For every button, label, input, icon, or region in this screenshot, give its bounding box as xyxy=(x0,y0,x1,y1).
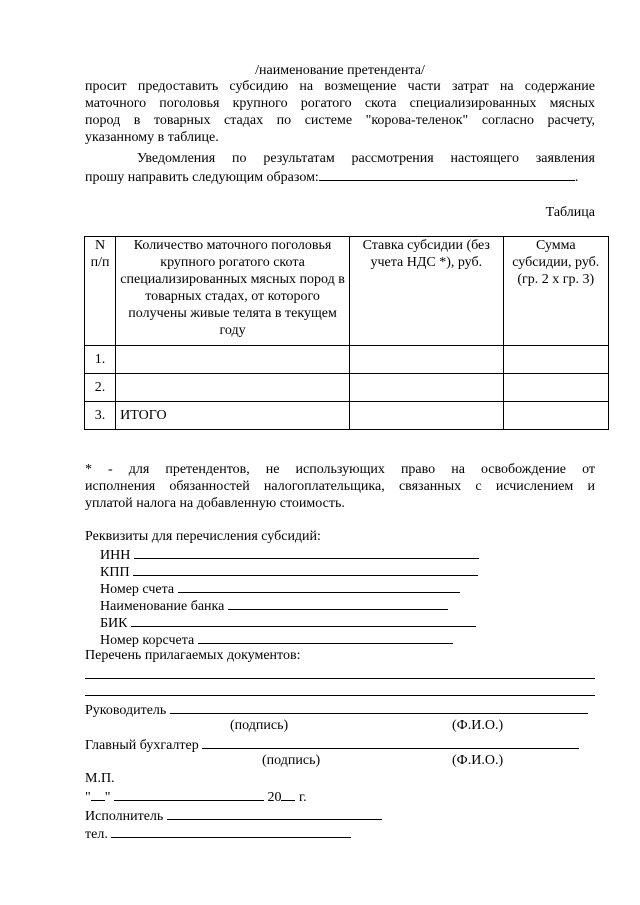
request-line-4: указанному в таблице. xyxy=(85,130,219,145)
documents-line-1[interactable] xyxy=(85,678,595,679)
documents-line-2[interactable] xyxy=(85,695,595,696)
table-row xyxy=(85,346,609,374)
table-header-row xyxy=(85,237,609,346)
row-quantity-cell[interactable] xyxy=(116,374,350,402)
footnote-line-1: * - для претендентов, не использующих право на освобождение от xyxy=(85,462,595,477)
kpp-field[interactable] xyxy=(133,562,478,576)
stamp-placeholder: М.П. xyxy=(85,771,115,786)
subsidy-table xyxy=(84,236,609,430)
corr-account-field[interactable] xyxy=(198,630,453,644)
requisite-kpp: КПП xyxy=(100,562,610,581)
accountant-signature-caption: (подпись) xyxy=(262,753,321,768)
row-sum-cell[interactable] xyxy=(503,346,608,374)
table-row-total xyxy=(85,402,609,430)
executor-row: Исполнитель xyxy=(85,806,595,825)
applicant-caption: /наименование претендента/ xyxy=(255,63,425,78)
head-signature-caption: (подпись) xyxy=(230,718,289,733)
requisite-bank: Наименование банка xyxy=(100,596,610,615)
requisite-inn: ИНН xyxy=(100,545,610,564)
accountant-signature-row: Главный бухгалтер xyxy=(85,735,595,754)
row-rate-cell[interactable] xyxy=(350,374,504,402)
head-signature-row: Руководитель xyxy=(85,700,595,719)
head-signature-field[interactable] xyxy=(170,700,588,714)
requisite-bik: БИК xyxy=(100,613,610,632)
inn-field[interactable] xyxy=(134,545,479,559)
executor-field[interactable] xyxy=(167,806,382,820)
header-number: N п/п xyxy=(85,237,116,346)
date-day-field[interactable] xyxy=(91,787,105,801)
bik-field[interactable] xyxy=(131,613,476,627)
row-rate-cell[interactable] xyxy=(350,346,504,374)
notice-line-1: Уведомления по результатам рассмотрения настоящего заявления xyxy=(137,151,595,166)
request-line-1: просит предоставить субсидию на возмещение части затрат на содержание xyxy=(85,79,595,94)
footnote-line-2: исполнения обязанностей налогоплательщика, связанных с исчислением и xyxy=(85,479,595,494)
request-line-2: маточного поголовья крупного рогатого скота специализированных мясных xyxy=(85,96,595,111)
documents-title: Перечень прилагаемых документов: xyxy=(85,648,301,663)
accountant-signature-field[interactable] xyxy=(202,735,579,749)
request-line-3: пород в товарных стадах по системе "корова-теленок" согласно расчету, xyxy=(85,113,595,128)
requisite-corr-account: Номер корсчета xyxy=(100,630,610,649)
row-number: 2. xyxy=(85,374,116,402)
date-row: " " 20 г. xyxy=(85,787,595,806)
header-quantity: Количество маточного поголовья крупного рогатого скота специализированных мясных пород в товарных стадах, от которого получены живые телята в текущем году xyxy=(116,237,350,346)
requisite-account: Номер счета xyxy=(100,579,610,598)
head-name-caption: (Ф.И.О.) xyxy=(452,718,504,733)
footnote-line-3: уплатой налога на добавленную стоимость. xyxy=(85,496,345,511)
phone-row: тел. xyxy=(85,824,595,843)
notice-line-2: прошу направить следующим образом: . xyxy=(85,167,595,186)
delivery-method-field[interactable] xyxy=(319,167,575,181)
row-number: 1. xyxy=(85,346,116,374)
date-month-field[interactable] xyxy=(114,787,264,801)
row-number: 3. xyxy=(85,402,116,430)
header-sum: Сумма субсидии, руб. (гр. 2 x гр. 3) xyxy=(503,237,608,346)
phone-field[interactable] xyxy=(111,824,351,838)
date-year-field[interactable] xyxy=(281,787,295,801)
account-field[interactable] xyxy=(178,579,460,593)
row-rate-cell[interactable] xyxy=(350,402,504,430)
row-sum-cell[interactable] xyxy=(503,402,608,430)
row-total-label: ИТОГО xyxy=(116,402,350,430)
accountant-name-caption: (Ф.И.О.) xyxy=(452,753,504,768)
bank-field[interactable] xyxy=(228,596,448,610)
row-sum-cell[interactable] xyxy=(503,374,608,402)
header-rate: Ставка субсидии (без учета НДС *), руб. xyxy=(350,237,504,346)
row-quantity-cell[interactable] xyxy=(116,346,350,374)
table-row xyxy=(85,374,609,402)
requisites-title: Реквизиты для перечисления субсидий: xyxy=(85,529,321,544)
table-caption: Таблица xyxy=(545,205,595,220)
